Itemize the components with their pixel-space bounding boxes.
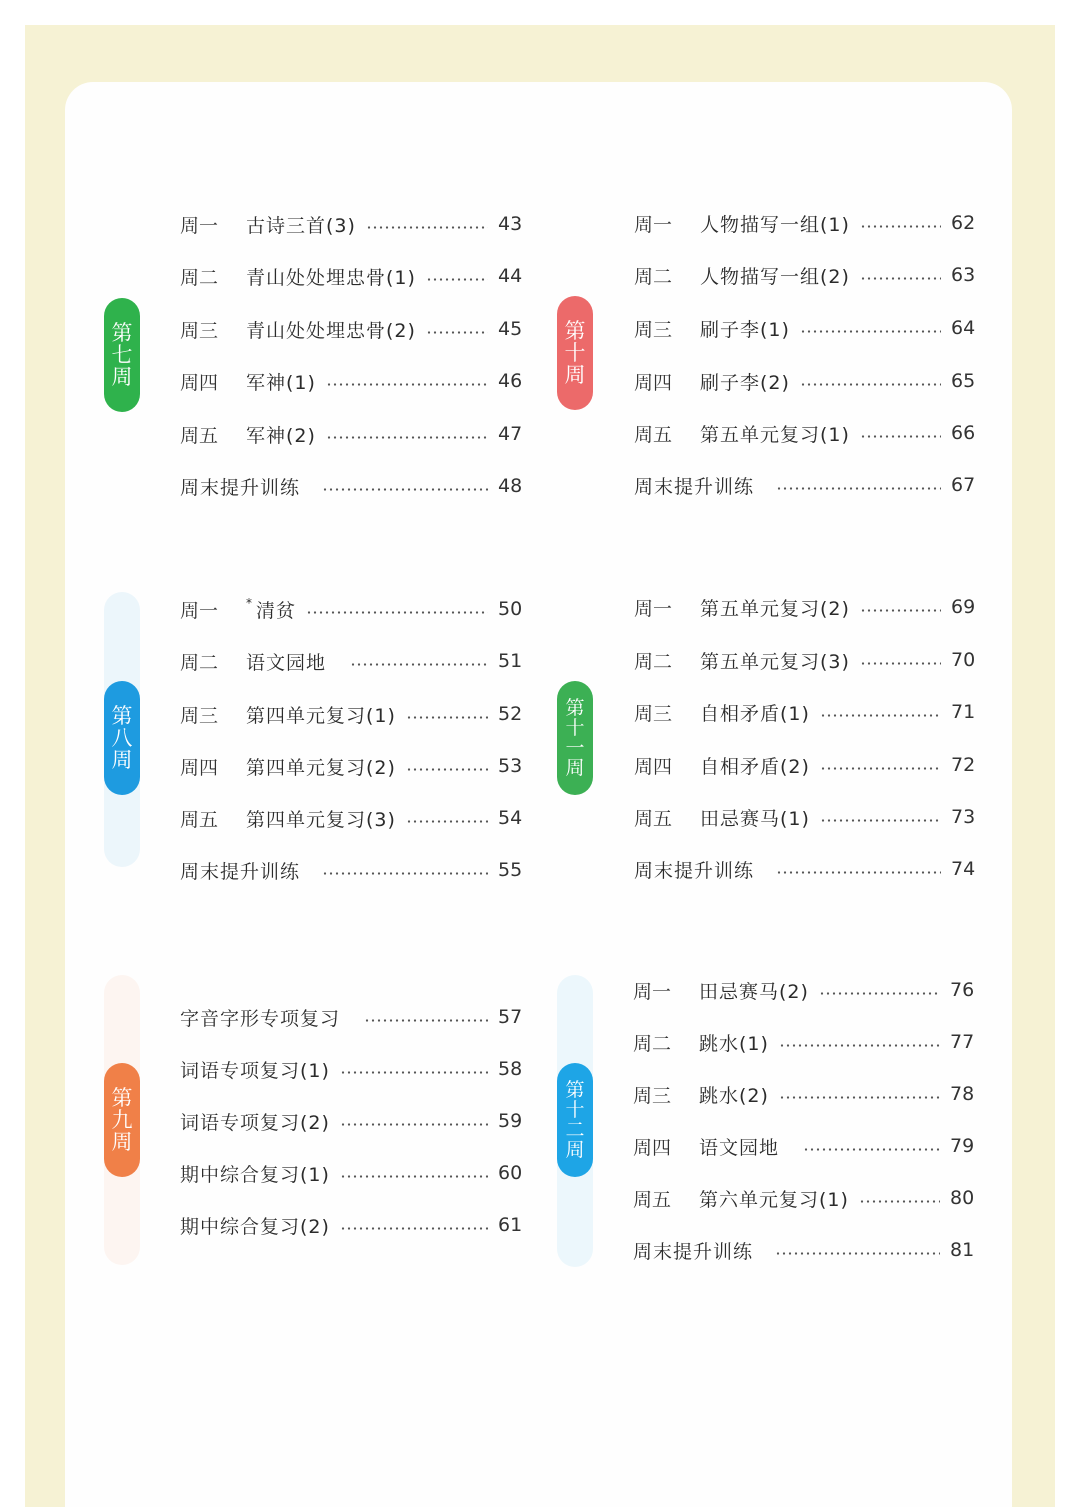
entry-day: 周一 <box>180 599 219 622</box>
entry-day: 周五 <box>633 1188 672 1211</box>
toc-entry[interactable] <box>180 594 522 624</box>
toc-entry[interactable] <box>180 1002 522 1032</box>
week-7-badge-char: 第 <box>111 321 133 345</box>
dot-leader <box>800 330 941 333</box>
dot-leader <box>820 714 941 717</box>
entry-title: 军神(1) <box>246 371 316 394</box>
entry-page: 48 <box>498 475 523 497</box>
entry-day: 周三 <box>633 1084 672 1107</box>
dot-leader <box>364 1019 488 1022</box>
entry-page: 69 <box>951 596 976 618</box>
contents-card <box>65 82 1012 1507</box>
entry-day: 周四 <box>634 371 673 394</box>
entry-title: 周末提升训练 <box>180 476 301 499</box>
toc-entry[interactable] <box>634 592 975 622</box>
dot-leader <box>820 819 941 822</box>
entry-title <box>246 596 296 623</box>
week-11-badge-char: 第 <box>565 697 585 719</box>
dot-leader <box>860 609 941 612</box>
dot-leader <box>859 1200 940 1203</box>
entry-title: 第四单元复习(1) <box>246 704 396 727</box>
entry-page: 71 <box>951 701 976 723</box>
entry-page: 54 <box>498 807 523 829</box>
entry-page: 74 <box>951 858 976 880</box>
entry-page: 64 <box>951 317 976 339</box>
entry-day: 周二 <box>634 265 673 288</box>
entry-title: 第五单元复习(2) <box>700 597 850 620</box>
week-7-badge <box>104 298 140 412</box>
entry-title: 语文园地 <box>246 651 327 674</box>
entry-title: 第四单元复习(2) <box>246 756 396 779</box>
dot-leader <box>860 435 941 438</box>
week-10-badge-char: 十 <box>564 341 586 365</box>
entry-title: 词语专项复习(2) <box>180 1111 330 1134</box>
dot-leader <box>340 1123 488 1126</box>
entry-page: 55 <box>498 859 523 881</box>
week-12-badge <box>557 1063 593 1177</box>
dot-leader <box>426 278 488 281</box>
dot-leader <box>322 872 488 875</box>
toc-entry[interactable] <box>633 1027 974 1057</box>
week-9-badge-char: 周 <box>111 1130 133 1154</box>
dot-leader <box>340 1175 488 1178</box>
entry-page: 67 <box>951 474 976 496</box>
toc-entry[interactable] <box>634 750 975 780</box>
week-11-badge-char: 周 <box>565 757 585 779</box>
entry-day: 周三 <box>634 702 673 725</box>
entry-page: 45 <box>498 318 523 340</box>
toc-entry[interactable] <box>634 697 975 727</box>
entry-title: 人物描写一组(1) <box>700 213 850 236</box>
dot-leader <box>776 487 941 490</box>
toc-entry[interactable] <box>180 855 522 885</box>
optional-lesson-star: * <box>246 595 253 610</box>
toc-entry[interactable] <box>180 699 522 729</box>
toc-entry[interactable] <box>634 854 975 884</box>
week-12-badge-char: 二 <box>565 1119 585 1141</box>
dot-leader <box>779 1096 940 1099</box>
entry-page: 60 <box>498 1162 523 1184</box>
entry-title: 词语专项复习(1) <box>180 1059 330 1082</box>
entry-day: 周五 <box>180 424 219 447</box>
toc-entry[interactable] <box>634 208 975 238</box>
week-11-badge-char: 一 <box>565 737 585 759</box>
week-10-badge <box>557 296 593 410</box>
toc-entry[interactable] <box>180 419 522 449</box>
toc-entry[interactable] <box>633 1079 974 1109</box>
week-12-badge-char: 周 <box>565 1139 585 1161</box>
entry-title: 田忌赛马(2) <box>699 980 809 1003</box>
entry-page: 43 <box>498 213 523 235</box>
entry-page: 81 <box>950 1239 975 1261</box>
toc-entry[interactable] <box>634 313 975 343</box>
entry-page: 73 <box>951 806 976 828</box>
entry-day: 周三 <box>634 318 673 341</box>
entry-title: 自相矛盾(2) <box>700 755 810 778</box>
entry-page: 57 <box>498 1006 523 1028</box>
entry-title: 第五单元复习(3) <box>700 650 850 673</box>
toc-entry[interactable] <box>634 260 975 290</box>
dot-leader <box>306 611 488 614</box>
week-11-badge-char: 十 <box>565 717 585 739</box>
dot-leader <box>366 226 488 229</box>
entry-title: 刷子李(2) <box>700 371 790 394</box>
entry-day: 周五 <box>634 807 673 830</box>
entry-title: 第五单元复习(1) <box>700 423 850 446</box>
entry-title: 第四单元复习(3) <box>246 808 396 831</box>
toc-entry[interactable] <box>180 261 522 291</box>
entry-page: 72 <box>951 754 976 776</box>
dot-leader <box>860 662 941 665</box>
entry-day: 周一 <box>633 980 672 1003</box>
entry-title: 周末提升训练 <box>633 1240 754 1263</box>
toc-entry[interactable] <box>180 646 522 676</box>
entry-page: 61 <box>498 1214 523 1236</box>
entry-page: 70 <box>951 649 976 671</box>
week-9-badge-char: 第 <box>111 1086 133 1110</box>
dot-leader <box>322 488 488 491</box>
week-10-badge-char: 第 <box>564 319 586 343</box>
entry-title: 期中综合复习(2) <box>180 1215 330 1238</box>
entry-title: 青山处处埋忠骨(2) <box>246 319 416 342</box>
toc-entry[interactable] <box>180 803 522 833</box>
entry-title: 跳水(2) <box>699 1084 769 1107</box>
entry-day: 周五 <box>180 808 219 831</box>
entry-day: 周四 <box>180 756 219 779</box>
entry-day: 周二 <box>180 266 219 289</box>
entry-day: 周一 <box>634 213 673 236</box>
dot-leader <box>800 383 941 386</box>
dot-leader <box>326 383 488 386</box>
entry-page: 80 <box>950 1187 975 1209</box>
dot-leader <box>860 277 941 280</box>
entry-title: 周末提升训练 <box>634 475 755 498</box>
entry-title: 期中综合复习(1) <box>180 1163 330 1186</box>
toc-entry[interactable] <box>180 209 522 239</box>
week-9-badge <box>104 1063 140 1177</box>
dot-leader <box>406 820 488 823</box>
toc-entry[interactable] <box>180 471 522 501</box>
entry-page: 53 <box>498 755 523 777</box>
entry-day: 周三 <box>180 319 219 342</box>
entry-title: 刷子李(1) <box>700 318 790 341</box>
entry-title-text: 清贫 <box>256 599 297 622</box>
entry-title: 第六单元复习(1) <box>699 1188 849 1211</box>
week-8-badge <box>104 681 140 795</box>
entry-day: 周二 <box>633 1032 672 1055</box>
toc-entry[interactable] <box>634 470 975 500</box>
toc-entry[interactable] <box>633 1235 974 1265</box>
week-10-badge-char: 周 <box>564 363 586 387</box>
entry-day: 周四 <box>633 1136 672 1159</box>
entry-page: 63 <box>951 264 976 286</box>
dot-leader <box>326 436 488 439</box>
toc-entry[interactable] <box>180 1106 522 1136</box>
week-9-badge-char: 九 <box>111 1108 133 1132</box>
entry-day: 周二 <box>634 650 673 673</box>
toc-entry[interactable] <box>633 975 974 1005</box>
entry-day: 周四 <box>634 755 673 778</box>
dot-leader <box>779 1044 940 1047</box>
toc-entry[interactable] <box>633 1183 974 1213</box>
toc-entry[interactable] <box>180 1054 522 1084</box>
toc-entry[interactable] <box>180 1158 522 1188</box>
entry-page: 51 <box>498 650 523 672</box>
entry-title: 人物描写一组(2) <box>700 265 850 288</box>
toc-entry[interactable] <box>180 751 522 781</box>
toc-entry[interactable] <box>634 645 975 675</box>
week-7-badge-char: 周 <box>111 365 133 389</box>
entry-page: 50 <box>498 598 523 620</box>
entry-day: 周一 <box>180 214 219 237</box>
week-8-badge-char: 八 <box>111 726 133 750</box>
dot-leader <box>340 1071 488 1074</box>
entry-title: 跳水(1) <box>699 1032 769 1055</box>
dot-leader <box>340 1227 488 1230</box>
dot-leader <box>776 871 941 874</box>
toc-entry[interactable] <box>180 314 522 344</box>
toc-entry[interactable] <box>634 366 975 396</box>
entry-title: 周末提升训练 <box>180 860 301 883</box>
entry-page: 58 <box>498 1058 523 1080</box>
entry-title: 自相矛盾(1) <box>700 702 810 725</box>
entry-title: 语文园地 <box>699 1136 780 1159</box>
dot-leader <box>819 992 940 995</box>
entry-title: 田忌赛马(1) <box>700 807 810 830</box>
entry-day: 周三 <box>180 704 219 727</box>
week-12-badge-char: 第 <box>565 1079 585 1101</box>
entry-page: 47 <box>498 423 523 445</box>
dot-leader <box>820 767 941 770</box>
entry-page: 46 <box>498 370 523 392</box>
toc-entry[interactable] <box>634 802 975 832</box>
entry-day: 周一 <box>634 597 673 620</box>
entry-page: 52 <box>498 703 523 725</box>
toc-entry[interactable] <box>633 1131 974 1161</box>
dot-leader <box>860 225 941 228</box>
dot-leader <box>406 716 488 719</box>
week-8-badge-char: 第 <box>111 704 133 728</box>
toc-entry[interactable] <box>180 1210 522 1240</box>
entry-title: 字音字形专项复习 <box>180 1007 341 1030</box>
entry-day: 周四 <box>180 371 219 394</box>
week-12-badge-char: 十 <box>565 1099 585 1121</box>
dot-leader <box>775 1252 940 1255</box>
entry-title: 青山处处埋忠骨(1) <box>246 266 416 289</box>
dot-leader <box>803 1148 940 1151</box>
dot-leader <box>350 663 488 666</box>
week-7-badge-char: 七 <box>111 343 133 367</box>
entry-page: 65 <box>951 370 976 392</box>
entry-page: 77 <box>950 1031 975 1053</box>
dot-leader <box>426 331 488 334</box>
entry-day: 周五 <box>634 423 673 446</box>
entry-page: 78 <box>950 1083 975 1105</box>
entry-title: 军神(2) <box>246 424 316 447</box>
entry-page: 59 <box>498 1110 523 1132</box>
entry-title: 古诗三首(3) <box>246 214 356 237</box>
entry-page: 79 <box>950 1135 975 1157</box>
entry-page: 62 <box>951 212 976 234</box>
entry-page: 66 <box>951 422 976 444</box>
week-8-badge-char: 周 <box>111 748 133 772</box>
week-11-badge <box>557 681 593 795</box>
toc-entry[interactable] <box>634 418 975 448</box>
toc-entry[interactable] <box>180 366 522 396</box>
entry-title: 周末提升训练 <box>634 859 755 882</box>
dot-leader <box>406 768 488 771</box>
entry-page: 44 <box>498 265 523 287</box>
entry-day: 周二 <box>180 651 219 674</box>
entry-page: 76 <box>950 979 975 1001</box>
